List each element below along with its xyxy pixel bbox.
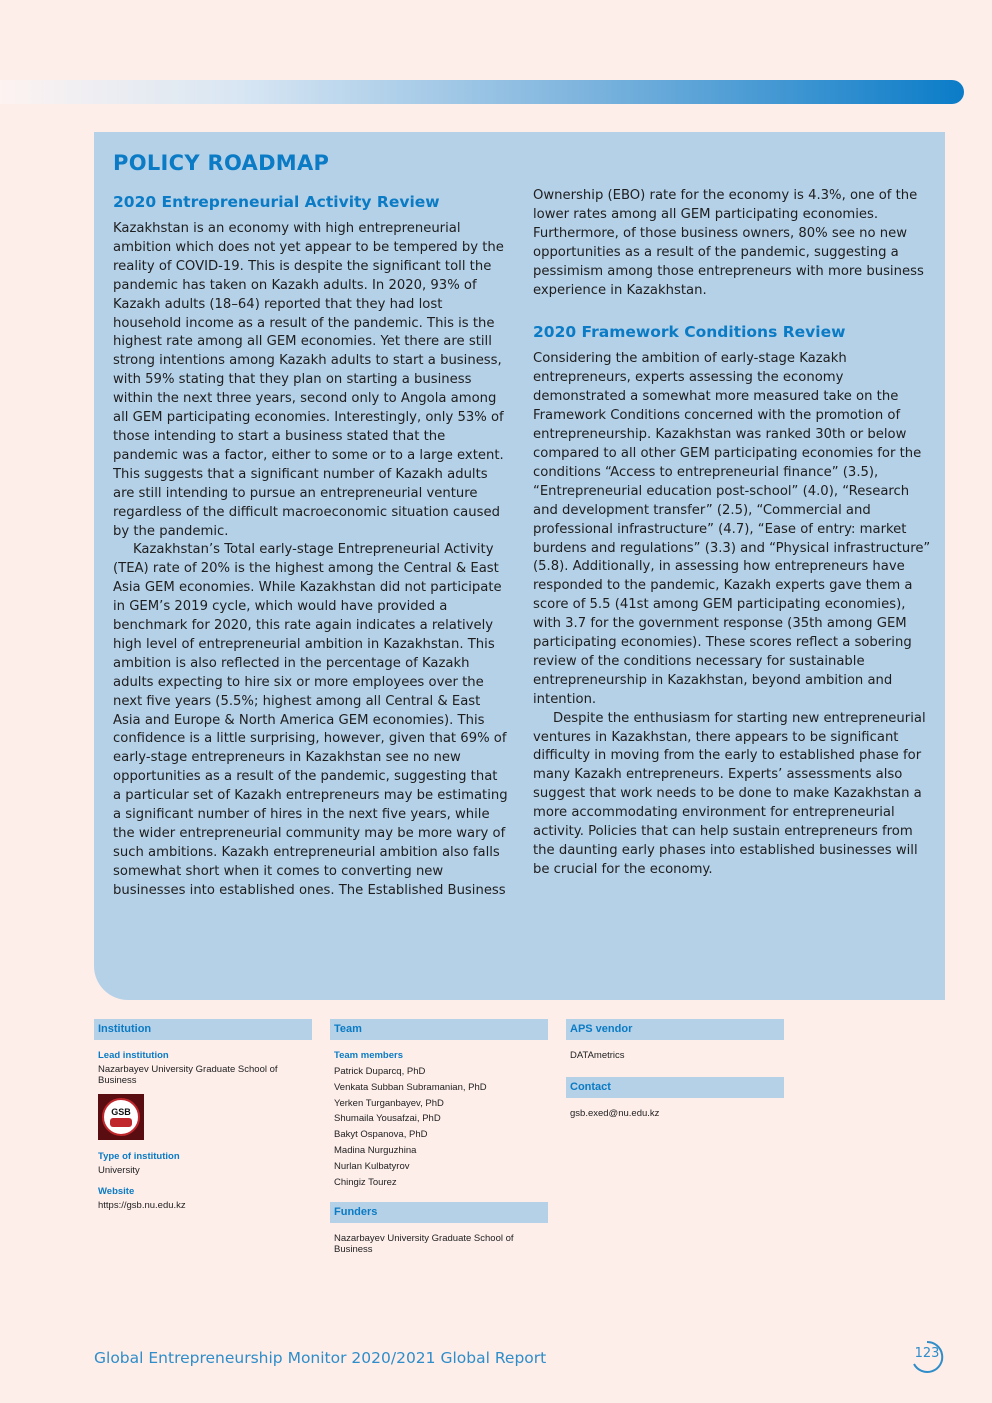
page-number-badge bbox=[908, 1338, 946, 1376]
team-section bbox=[330, 1019, 548, 1255]
gsb-logo-text: GSB bbox=[111, 1107, 131, 1117]
framework-paragraph-2: Despite the enthusiasm for starting new entrepreneurial ventures in Kazakhstan, there appears to be significant difficulty in moving from the early to established phase for many Kazakh entrepreneurs. Experts’ assessments also suggest that work needs to be done to make Kazakhstan a more accommodating environment for entrepreneurial activity. Policies that can help sustain entrepreneurs from the daunting early phases into established businesses will be crucial for the economy. bbox=[533, 710, 926, 877]
team-member: Patrick Duparcq, PhD bbox=[334, 1066, 426, 1077]
gsb-logo-ring bbox=[102, 1098, 140, 1136]
page-title: POLICY ROADMAP bbox=[113, 151, 330, 175]
team-member: Yerken Turganbayev, PhD bbox=[334, 1097, 444, 1109]
team-members-list bbox=[330, 1064, 548, 1190]
team-header: Team bbox=[330, 1019, 548, 1040]
framework-review-heading: 2020 Framework Conditions Review bbox=[533, 323, 846, 342]
funders-header: Funders bbox=[330, 1202, 548, 1223]
institution-type-value: University bbox=[98, 1165, 140, 1176]
lead-institution-label: Lead institution bbox=[98, 1050, 169, 1061]
left-column bbox=[113, 192, 509, 901]
team-member: Madina Nurguzhina bbox=[334, 1144, 417, 1156]
team-member: Shumaila Yousafzai, PhD bbox=[334, 1113, 441, 1125]
globe-icon bbox=[110, 1118, 132, 1127]
team-member: Chingiz Tourez bbox=[334, 1176, 397, 1188]
website-label: Website bbox=[98, 1186, 135, 1197]
team-member: Bakyt Ospanova, PhD bbox=[334, 1129, 428, 1141]
team-member: Nurlan Kulbatyrov bbox=[334, 1160, 410, 1172]
right-column bbox=[533, 187, 933, 880]
vendor-section bbox=[566, 1019, 784, 1119]
institution-section bbox=[94, 1019, 312, 1211]
activity-paragraph-1: Kazakhstan is an economy with high entrepreneurial ambition which does not yet appear to be tempered by the reality of COVID-19. This is despite the significant toll the pandemic has taken on Kazakh adults. In 2020, 93% of Kazakh adults (18–64) reported that they had lost household income as a result of the pandemic. This is the highest rate among all GEM economies. Yet there are still strong intentions among Kazakh adults to start a business, with 59% stating that they plan on starting a business within the next three years, second only to Angola among all GEM participating economies. Interestingly, only 53% of those intending to start a business stated that the pandemic was a factor, either to some or to a large extent. This suggests that a significant number of Kazakh adults are still intending to pursue an entrepreneurial venture regardless of the difficult macroeconomic situation caused by the pandemic. bbox=[113, 221, 504, 539]
footer-report-title: Global Entrepreneurship Monitor 2020/2021 Global Report bbox=[94, 1349, 547, 1367]
funders-value: Nazarbayev University Graduate School of Business bbox=[334, 1233, 514, 1256]
contact-email-link[interactable]: gsb.exed@nu.edu.kz bbox=[570, 1108, 660, 1119]
team-members-label: Team members bbox=[334, 1050, 403, 1061]
team-member: Venkata Subban Subramanian, PhD bbox=[334, 1081, 487, 1093]
aps-vendor-value: DATAmetrics bbox=[570, 1050, 625, 1061]
contact-header: Contact bbox=[566, 1077, 784, 1098]
website-link[interactable]: https://gsb.nu.edu.kz bbox=[98, 1200, 186, 1211]
page-number: 123 bbox=[914, 1346, 940, 1361]
activity-review-heading: 2020 Entrepreneurial Activity Review bbox=[113, 193, 440, 211]
lead-institution-value: Nazarbayev University Graduate School of Business bbox=[98, 1064, 278, 1086]
activity-paragraph-3: Ownership (EBO) rate for the economy is 4.3%, one of the lower rates among all GEM participating economies. Furthermore, of those business owners, 80% see no new opportunities as a result of the pandemic, suggesting a pessimism among those entrepreneurs with more business experience in Kazakhstan. bbox=[533, 188, 924, 298]
framework-paragraph-1: Considering the ambition of early-stage Kazakh entrepreneurs, experts assessing the economy demonstrated a somewhat more measured take on the Framework Conditions concerned with the promotion of entrepreneurship. Kazakhstan was ranked 30th or below compared to all other GEM participating economies for the conditions “Access to entrepreneurial finance” (3.5), “Entrepreneurial education post-school” (4.0), “Research and development transfer” (2.5), “Commercial and professional infrastructure” (4.7), “Ease of entry: market burdens and regulations” (3.3) and “Physical infrastructure” (5.8). Additionally, in assessing how entrepreneurs have responded to the pandemic, Kazakh experts gave them a score of 5.5 (41st among GEM participating economies), with 3.7 for the government response (35th among GEM participating economies). These scores reflect a sobering review of the conditions necessary for sustainable entrepreneurship in Kazakhstan, beyond ambition and intention. bbox=[533, 351, 931, 707]
activity-paragraph-2: Kazakhstan’s Total early-stage Entrepreneurial Activity (TEA) rate of 20% is the highest among the Central & East Asia GEM economies. While Kazakhstan did not participate in GEM’s 2019 cycle, which would have provided a benchmark for 2020, this rate again indicates a relatively high level of entrepreneurial ambition in Kazakhstan. This ambition is also reflected in the percentage of Kazakh adults expecting to hire six or more employees over the next five years (5.5%; highest among all Central & East Asia and Europe & North America GEM economies). This confidence is a little surprising, however, given that 69% of early-stage entrepreneurs in Kazakhstan see no new opportunities as a result of the pandemic, suggesting that a particular set of Kazakh entrepreneurs may be estimating a significant number of hires in the next five years, while the wider entrepreneurial community may be more wary of such ambitions. Kazakh entrepreneurial ambition also falls somewhat short when it comes to converting new businesses into established ones. The Established Business bbox=[113, 542, 508, 898]
header-gradient-bar bbox=[0, 80, 964, 104]
aps-vendor-header: APS vendor bbox=[566, 1019, 784, 1040]
institution-header: Institution bbox=[94, 1019, 312, 1040]
institution-type-label: Type of institution bbox=[98, 1151, 180, 1162]
gsb-logo bbox=[98, 1094, 144, 1140]
